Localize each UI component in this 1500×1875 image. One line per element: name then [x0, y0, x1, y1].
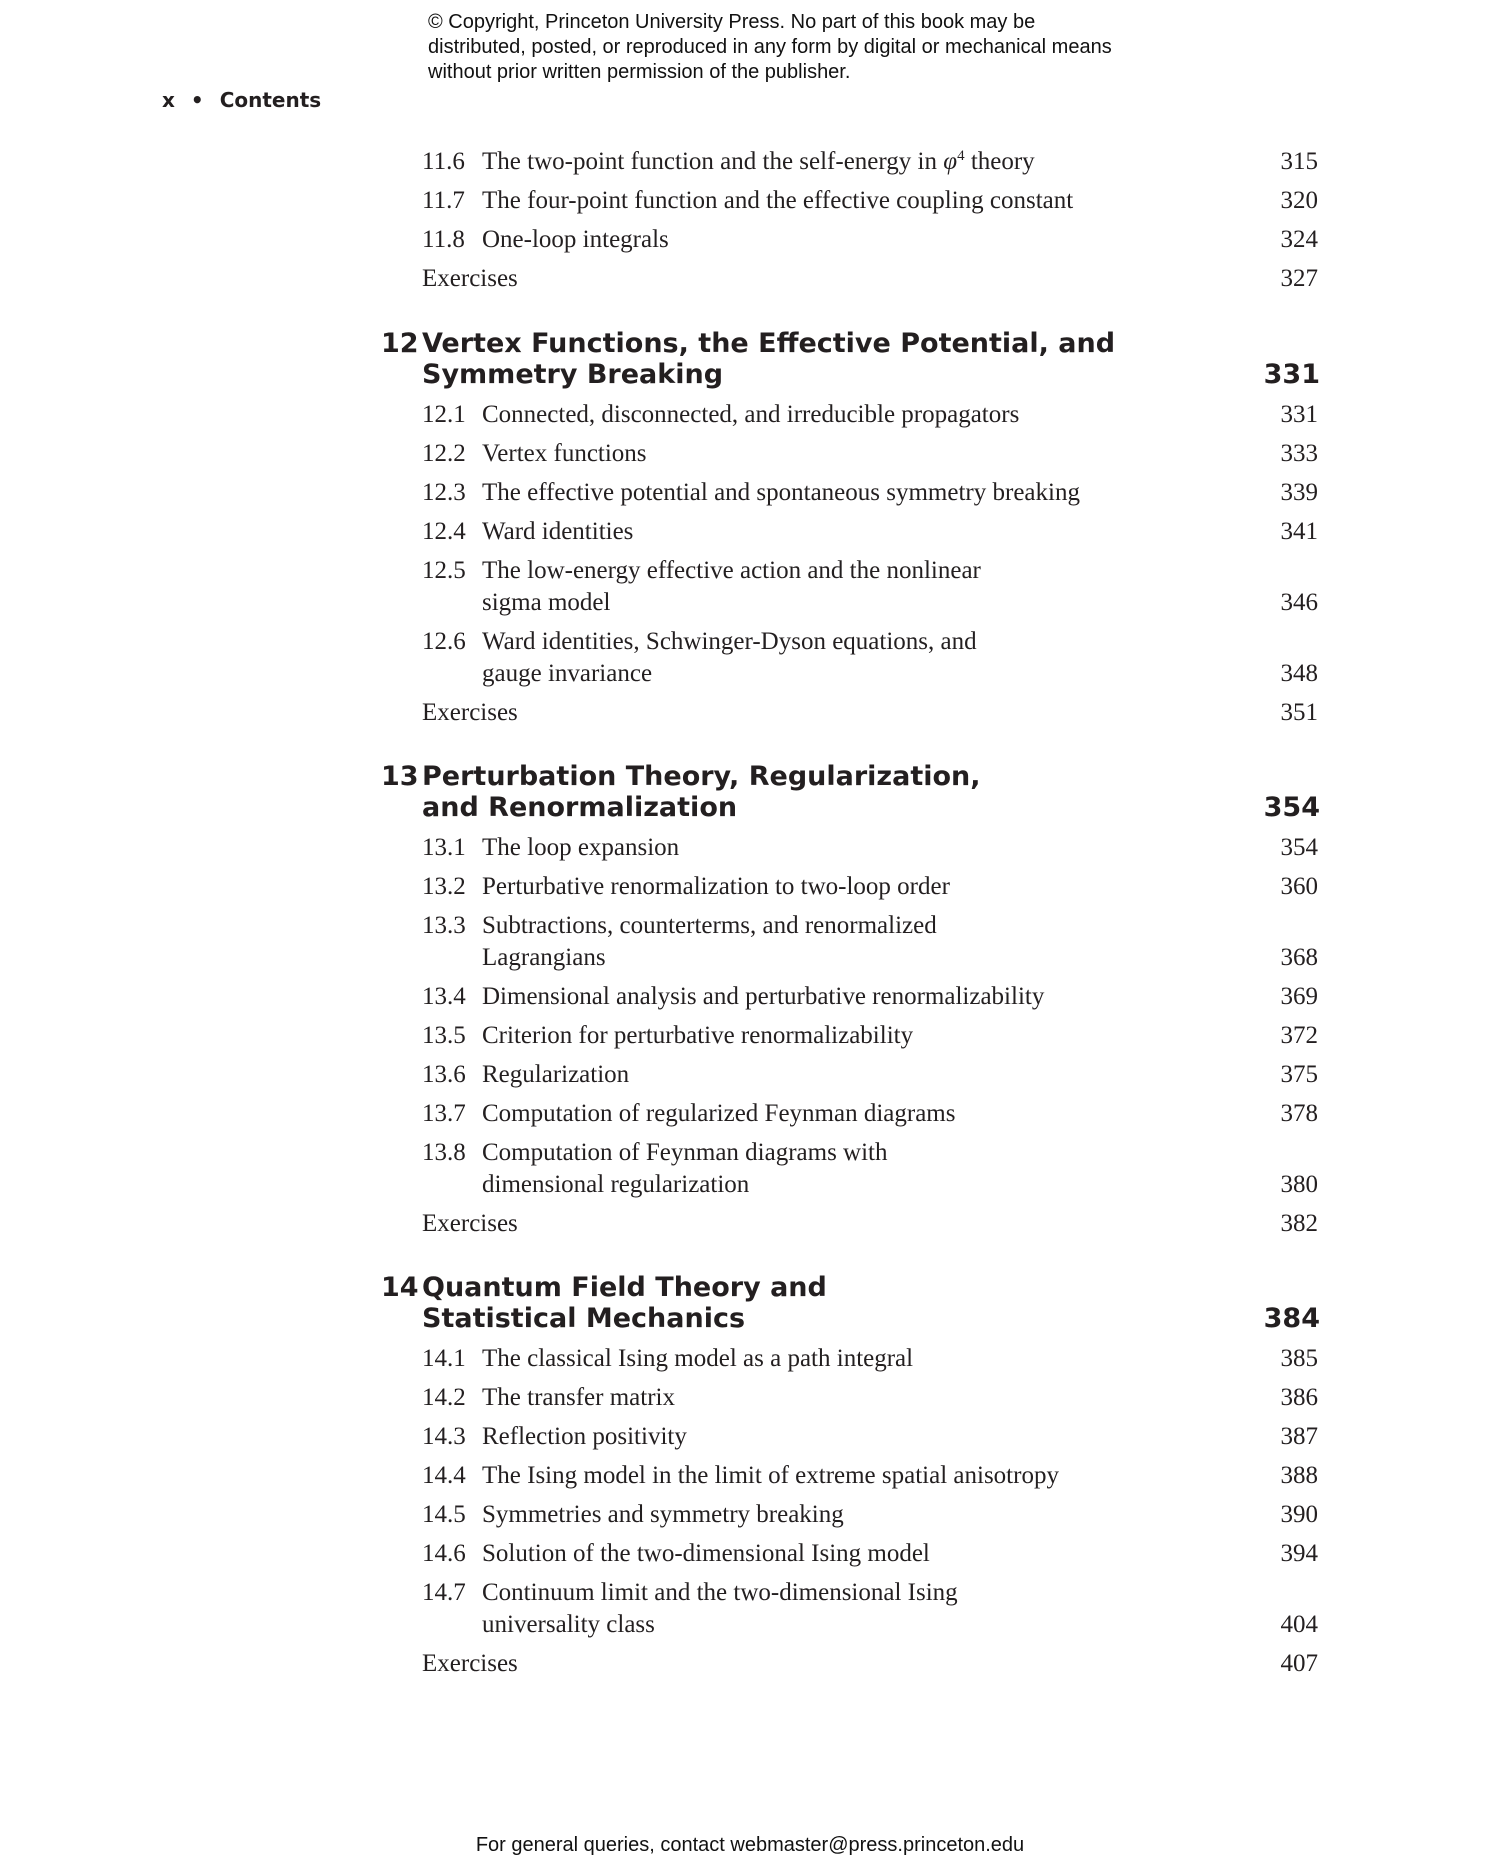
page-number: 351 — [1280, 699, 1318, 726]
section-number: 13.2 — [422, 873, 466, 900]
chapter-title: Vertex Functions, the Effective Potential, and Symmetry Breaking — [422, 328, 1116, 390]
page-number: 324 — [1280, 226, 1318, 253]
section-number: 13.1 — [422, 834, 466, 861]
section-title: One-loop integrals — [482, 226, 669, 253]
toc-entry-12-2[interactable] — [422, 438, 1318, 470]
running-head-label: Contents — [219, 88, 322, 112]
section-number: 13.7 — [422, 1100, 466, 1127]
section-title: Continuum limit and the two-dimensional Ising universality class — [482, 1579, 958, 1638]
section-title: Criterion for perturbative renormalizability — [482, 1022, 914, 1049]
section-title: The classical Ising model as a path integral — [482, 1345, 914, 1372]
section-title: Exercises — [422, 265, 518, 292]
section-title: Exercises — [422, 699, 518, 726]
chapter-number: 14 — [381, 1272, 419, 1303]
page-number: 384 — [1263, 1303, 1320, 1334]
toc-entry-14-2[interactable] — [422, 1382, 1318, 1414]
page-number: 348 — [1280, 660, 1318, 687]
toc-entry-13-6[interactable] — [422, 1059, 1318, 1091]
toc-chapter-12[interactable] — [381, 328, 1320, 390]
running-head — [162, 88, 321, 112]
toc-entry-12-4[interactable] — [422, 516, 1318, 548]
section-title: Ward identities, Schwinger-Dyson equations, and gauge invariance — [482, 628, 977, 687]
page-number: 341 — [1280, 518, 1318, 545]
section-number: 13.8 — [422, 1139, 466, 1166]
page-number: 368 — [1280, 944, 1318, 971]
toc-entry-exercises-12[interactable] — [422, 697, 1318, 729]
page-number: 354 — [1280, 834, 1318, 861]
copyright-notice: © Copyright, Princeton University Press. No part of this book may be distributed, posted, or reproduced in any form by digital or mechanical means without prior written permission of the publisher. — [428, 11, 1112, 83]
toc-entry-14-7[interactable] — [422, 1577, 1318, 1641]
section-number: 14.7 — [422, 1579, 466, 1606]
page-number: 372 — [1280, 1022, 1318, 1049]
chapter-number: 13 — [381, 761, 419, 792]
section-number: 12.3 — [422, 479, 466, 506]
toc-entry-14-1[interactable] — [422, 1343, 1318, 1375]
section-title: Perturbative renormalization to two-loop order — [482, 873, 950, 900]
toc-chapter-13[interactable] — [381, 761, 1320, 823]
section-number: 13.3 — [422, 912, 466, 939]
section-number: 12.2 — [422, 440, 466, 467]
toc-entry-13-4[interactable] — [422, 981, 1318, 1013]
section-number: 14.1 — [422, 1345, 466, 1372]
section-number: 12.6 — [422, 628, 466, 655]
section-title: Computation of regularized Feynman diagrams — [482, 1100, 956, 1127]
section-title: The loop expansion — [482, 834, 680, 861]
toc-entry-12-3[interactable] — [422, 477, 1318, 509]
toc-entry-11-6[interactable] — [422, 146, 1318, 178]
page-number: 404 — [1280, 1611, 1318, 1638]
toc-chapter-14[interactable] — [381, 1272, 1320, 1334]
chapter-title: Quantum Field Theory and Statistical Mechanics — [422, 1272, 827, 1334]
section-number: 11.6 — [422, 148, 465, 175]
page-number: 339 — [1280, 479, 1318, 506]
section-title: The Ising model in the limit of extreme spatial anisotropy — [482, 1462, 1059, 1489]
section-number: 14.2 — [422, 1384, 466, 1411]
section-title: The two-point function and the self-energy in $\varphi^4$ theory — [482, 148, 1035, 175]
page-number: 331 — [1263, 359, 1320, 390]
section-title: Ward identities — [482, 518, 634, 545]
section-title: The low-energy effective action and the nonlinear sigma model — [482, 557, 981, 616]
toc-entry-13-1[interactable] — [422, 832, 1318, 864]
section-number: 13.4 — [422, 983, 466, 1010]
section-title: Computation of Feynman diagrams with dimensional regularization — [482, 1139, 888, 1198]
section-title: Dimensional analysis and perturbative renormalizability — [482, 983, 1045, 1010]
page-number: 327 — [1280, 265, 1318, 292]
section-number: 12.4 — [422, 518, 466, 545]
page-number: 386 — [1280, 1384, 1318, 1411]
section-number: 11.7 — [422, 187, 465, 214]
toc-entry-exercises-14[interactable] — [422, 1648, 1318, 1680]
toc-entry-12-6[interactable] — [422, 626, 1318, 690]
page-number: 346 — [1280, 589, 1318, 616]
section-title: Connected, disconnected, and irreducible propagators — [482, 401, 1020, 428]
toc-entry-exercises-13[interactable] — [422, 1208, 1318, 1240]
toc-entry-14-5[interactable] — [422, 1499, 1318, 1531]
section-title: The effective potential and spontaneous symmetry breaking — [482, 479, 1080, 506]
toc-entry-13-3[interactable] — [422, 910, 1318, 974]
page-number: 407 — [1280, 1650, 1318, 1677]
toc-entry-11-8[interactable] — [422, 224, 1318, 256]
page-number: 375 — [1280, 1061, 1318, 1088]
phi-symbol: φ — [943, 148, 958, 175]
section-title: The transfer matrix — [482, 1384, 675, 1411]
page-number: 387 — [1280, 1423, 1318, 1450]
toc-entry-12-5[interactable] — [422, 555, 1318, 619]
page-number: 394 — [1280, 1540, 1318, 1567]
page-number: 385 — [1280, 1345, 1318, 1372]
page-number: 315 — [1280, 148, 1318, 175]
page-number: 354 — [1263, 792, 1320, 823]
toc-entry-13-2[interactable] — [422, 871, 1318, 903]
section-number: 14.3 — [422, 1423, 466, 1450]
page-number: 388 — [1280, 1462, 1318, 1489]
toc-entry-14-4[interactable] — [422, 1460, 1318, 1492]
page-number: 320 — [1280, 187, 1318, 214]
section-number: 13.6 — [422, 1061, 466, 1088]
toc-entry-14-3[interactable] — [422, 1421, 1318, 1453]
section-number: 12.1 — [422, 401, 466, 428]
section-title: Vertex functions — [482, 440, 647, 467]
footer-contact: For general queries, contact webmaster@press.princeton.edu — [475, 1834, 1025, 1856]
section-title: The four-point function and the effective coupling constant — [482, 187, 1074, 214]
section-title: Regularization — [482, 1061, 630, 1088]
section-number: 12.5 — [422, 557, 466, 584]
toc-entry-13-7[interactable] — [422, 1098, 1318, 1130]
page-number: 390 — [1280, 1501, 1318, 1528]
page-number: 331 — [1280, 401, 1318, 428]
toc-entry-13-5[interactable] — [422, 1020, 1318, 1052]
section-title: Exercises — [422, 1650, 518, 1677]
section-number: 13.5 — [422, 1022, 466, 1049]
toc-entry-14-6[interactable] — [422, 1538, 1318, 1570]
section-title: Reflection positivity — [482, 1423, 687, 1450]
section-number: 14.4 — [422, 1462, 466, 1489]
page-number: 369 — [1280, 983, 1318, 1010]
page-number: 378 — [1280, 1100, 1318, 1127]
chapter-number: 12 — [381, 328, 419, 359]
page-number: 360 — [1280, 873, 1318, 900]
superscript: 4 — [957, 148, 965, 164]
toc-entry-13-8[interactable] — [422, 1137, 1318, 1201]
section-number: 14.5 — [422, 1501, 466, 1528]
bullet-separator: • — [190, 88, 204, 112]
section-title: Subtractions, counterterms, and renormalized Lagrangians — [482, 912, 937, 971]
toc-entry-exercises-11[interactable] — [422, 263, 1318, 295]
toc-entry-12-1[interactable] — [422, 399, 1318, 431]
section-number: 11.8 — [422, 226, 465, 253]
section-title: Symmetries and symmetry breaking — [482, 1501, 844, 1528]
section-title: Exercises — [422, 1210, 518, 1237]
page-number: 380 — [1280, 1171, 1318, 1198]
page-number: 382 — [1280, 1210, 1318, 1237]
toc-entry-11-7[interactable] — [422, 185, 1318, 217]
section-title: Solution of the two-dimensional Ising model — [482, 1540, 930, 1567]
chapter-title: Perturbation Theory, Regularization, and Renormalization — [422, 761, 981, 823]
section-number: 14.6 — [422, 1540, 466, 1567]
page-number: 333 — [1280, 440, 1318, 467]
page-number-roman: x — [162, 88, 175, 112]
